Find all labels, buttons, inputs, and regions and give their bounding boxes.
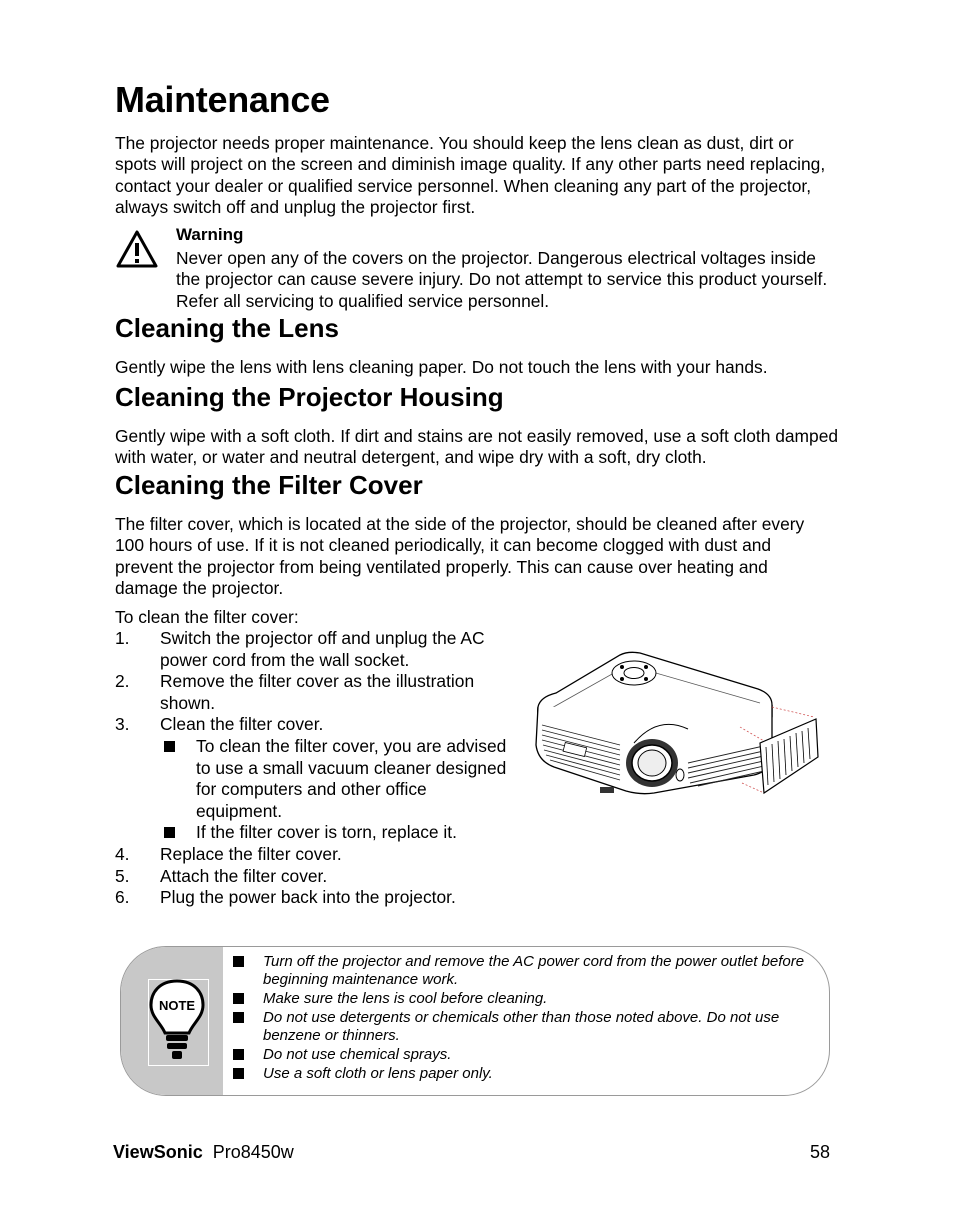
square-bullet-icon [233,1012,244,1023]
step-text: Plug the power back into the projector. [160,887,456,908]
sub-bullet-text: To clean the filter cover, you are advised to use a small vacuum cleaner designed for computers and other office equipment. [196,735,507,821]
heading-cleaning-lens: Cleaning the Lens [115,313,339,343]
square-bullet-icon [164,827,175,838]
filter-steps-intro: To clean the filter cover: [115,607,299,627]
note-list [231,953,821,1084]
note-box [120,946,830,1096]
list-item [115,671,515,714]
list-item [231,1065,821,1083]
step-number: 1. [115,628,130,648]
filter-steps-list [115,628,515,909]
list-item [231,1046,821,1064]
warning-title: Warning [176,225,244,244]
filter-paragraph: The filter cover, which is located at the side of the projector, should be cleaned after every 100 hours of use. If it is not cleaned periodically, it can become clogged with dust and prevent the projector from being ventilated properly. This can cause over heating and damage the projector. [115,514,805,598]
list-item [115,887,515,909]
list-item [231,1009,821,1045]
step-number: 3. [115,714,130,735]
warning-triangle-icon [115,229,159,269]
list-item [115,844,515,866]
note-text: Do not use chemical sprays. [263,1046,452,1063]
step-text: Attach the filter cover. [160,865,328,886]
lightbulb-note-icon [147,977,207,1063]
step-number: 5. [115,865,130,886]
sub-bullet-text: If the filter cover is torn, replace it. [196,822,457,843]
step-text: Switch the projector off and unplug the AC power cord from the wall socket. [160,628,485,670]
sub-bullet [115,822,515,844]
step-text: Clean the filter cover. [160,714,324,735]
heading-cleaning-housing: Cleaning the Projector Housing [115,382,504,412]
note-sidebar [121,947,223,1095]
note-icon-label: NOTE [158,998,196,1013]
note-text: Turn off the projector and remove the AC power cord from the power outlet before beginning maintenance work. [263,953,805,988]
list-item [115,628,515,671]
page-number: 58 [809,1142,830,1162]
sub-bullet [115,736,515,822]
list-item [115,866,515,888]
square-bullet-icon [233,956,244,967]
heading-cleaning-filter: Cleaning the Filter Cover [115,470,423,500]
page-title: Maintenance [115,79,330,120]
lens-paragraph: Gently wipe the lens with lens cleaning paper. Do not touch the lens with your hands. [115,357,768,377]
step-number: 2. [115,671,130,692]
step-text: Replace the filter cover. [160,843,342,864]
square-bullet-icon [233,1068,244,1079]
square-bullet-icon [164,741,175,752]
intro-paragraph: The projector needs proper maintenance. You should keep the lens clean as dust, dirt or spots will project on the screen and diminish image quality. If any other parts need replacing, contact your dealer or qualified service personnel. When cleaning any part of the projector, always switch off and unplug the projector first. [115,133,826,217]
step-number: 4. [115,843,130,864]
projector-filter-illustration [528,645,823,805]
warning-body: Never open any of the covers on the projector. Dangerous electrical voltages inside the projector can cause severe injury. Do not attempt to service this product yourself. Refer all servicing to qualified service personnel. [176,248,828,311]
list-item [115,714,515,736]
model-name: Pro8450w [212,1142,294,1162]
note-text: Make sure the lens is cool before cleaning. [263,990,548,1007]
note-text: Use a soft cloth or lens paper only. [263,1065,493,1082]
list-item [231,990,821,1008]
brand-name: ViewSonic [113,1142,203,1162]
housing-paragraph: Gently wipe with a soft cloth. If dirt and stains are not easily removed, use a soft cloth damped with water, or water and neutral detergent, and wipe dry with a soft, dry cloth. [115,426,839,468]
square-bullet-icon [233,993,244,1004]
step-number: 6. [115,887,130,908]
step-text: Remove the filter cover as the illustration shown. [160,671,475,713]
square-bullet-icon [233,1049,244,1060]
list-item [231,953,821,989]
footer-brand [113,1141,294,1163]
note-text: Do not use detergents or chemicals other than those noted above. Do not use benzene or thinners. [263,1009,780,1044]
